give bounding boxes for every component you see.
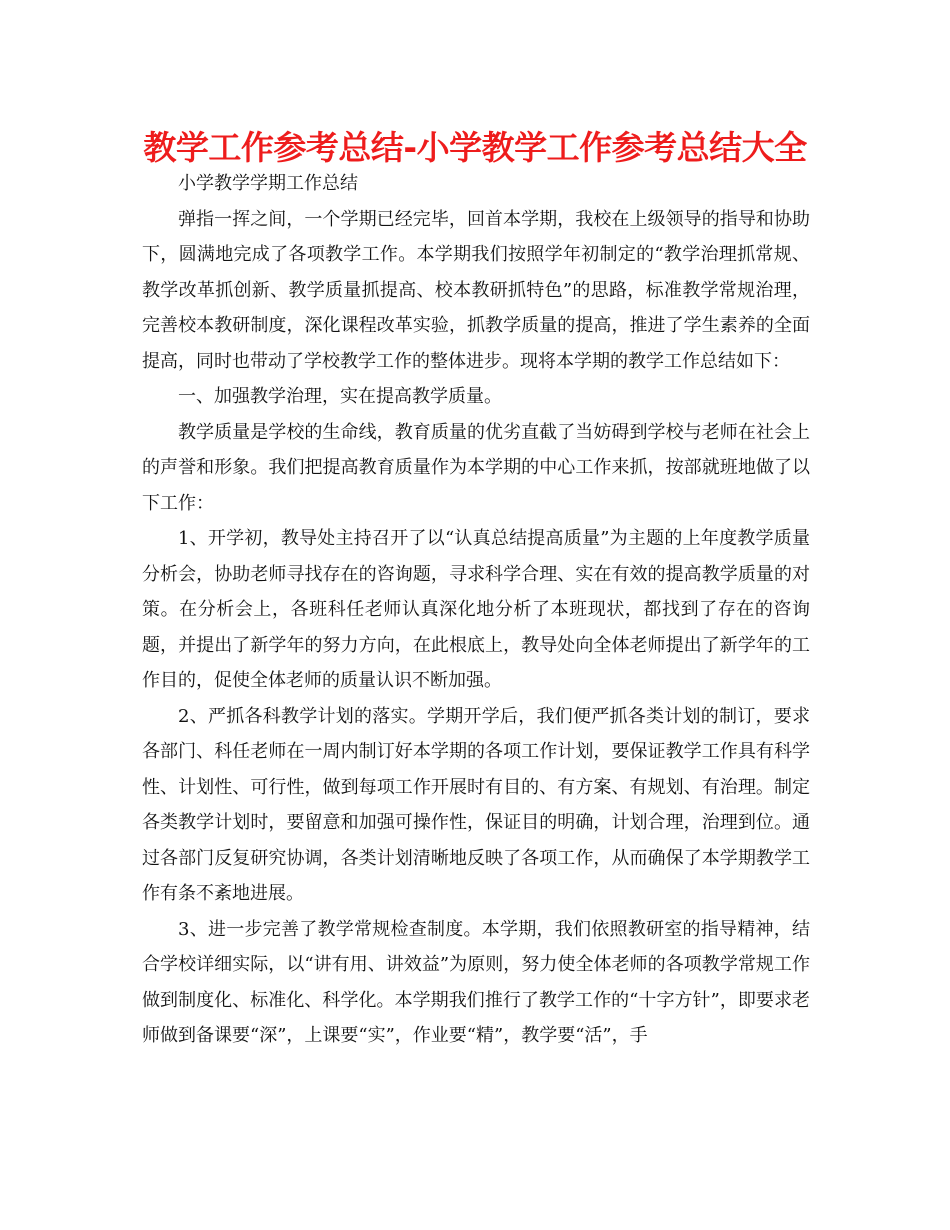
paragraph-quality: 教学质量是学校的生命线，教育质量的优劣直截了当妨碍到学校与老师在社会上的声誉和形象。我们把提高教育质量作为本学期的中心工作来抓，按部就班地做了以下工作： <box>142 421 810 514</box>
paragraph-item-1: 1、开学初，教导处主持召开了以“认真总结提高质量”为主题的上年度教学质量分析会，协助老师寻找存在的咨询题，寻求科学合理、实在有效的提高教学质量的对策。在分析会上，各班科任老师认真深化地分析了本班现状，都找到了存在的咨询题，并提出了新学年的努力方向，在此根底上，教导处向全体老师提出了新学年的工作目的，促使全体老师的质量认识不断加强。 <box>142 528 810 691</box>
document-subtitle: 小学教学学期工作总结 <box>178 173 358 194</box>
paragraph-item-2: 2、严抓各科教学计划的落实。学期开学后，我们便严抓各类计划的制订，要求各部门、科任老师在一周内制订好本学期的各项工作计划，要保证教学工作具有科学性、计划性、可行性，做到每项工作开展时有目的、有方案、有规划、有治理。制定各类教学计划时，要留意和加强可操作性，保证目的明确，计划合理，治理到位。通过各部门反复研究协调，各类计划清晰地反映了各项工作，从而确保了本学期教学工作有条不紊地进展。 <box>142 705 810 904</box>
paragraph-intro: 弹指一挥之间，一个学期已经完毕，回首本学期，我校在上级领导的指导和协助下，圆满地完成了各项教学工作。本学期我们按照学年初制定的“教学治理抓常规、教学改革抓创新、教学质量抓提高、校本教研抓特色”的思路，标准教学常规治理，完善校本教研制度，深化课程改革实验，抓教学质量的提高，推进了学生素养的全面提高，同时也带动了学校教学工作的整体进步。现将本学期的教学工作总结如下： <box>142 208 810 372</box>
document-title: 教学工作参考总结-小学教学工作参考总结大全 <box>143 128 807 167</box>
section-heading-1: 一、加强教学治理，实在提高教学质量。 <box>178 386 502 407</box>
paragraph-item-3: 3、进一步完善了教学常规检查制度。本学期，我们依照教研室的指导精神，结合学校详细实际，以“讲有用、讲效益”为原则，努力使全体老师的各项教学常规工作做到制度化、标准化、科学化。本学期我们推行了教学工作的“十字方针”，即要求老师做到备课要“深”，上课要“实”，作业要“精”，教学要“活”，手 <box>142 918 810 1046</box>
document-body <box>142 166 810 1054</box>
